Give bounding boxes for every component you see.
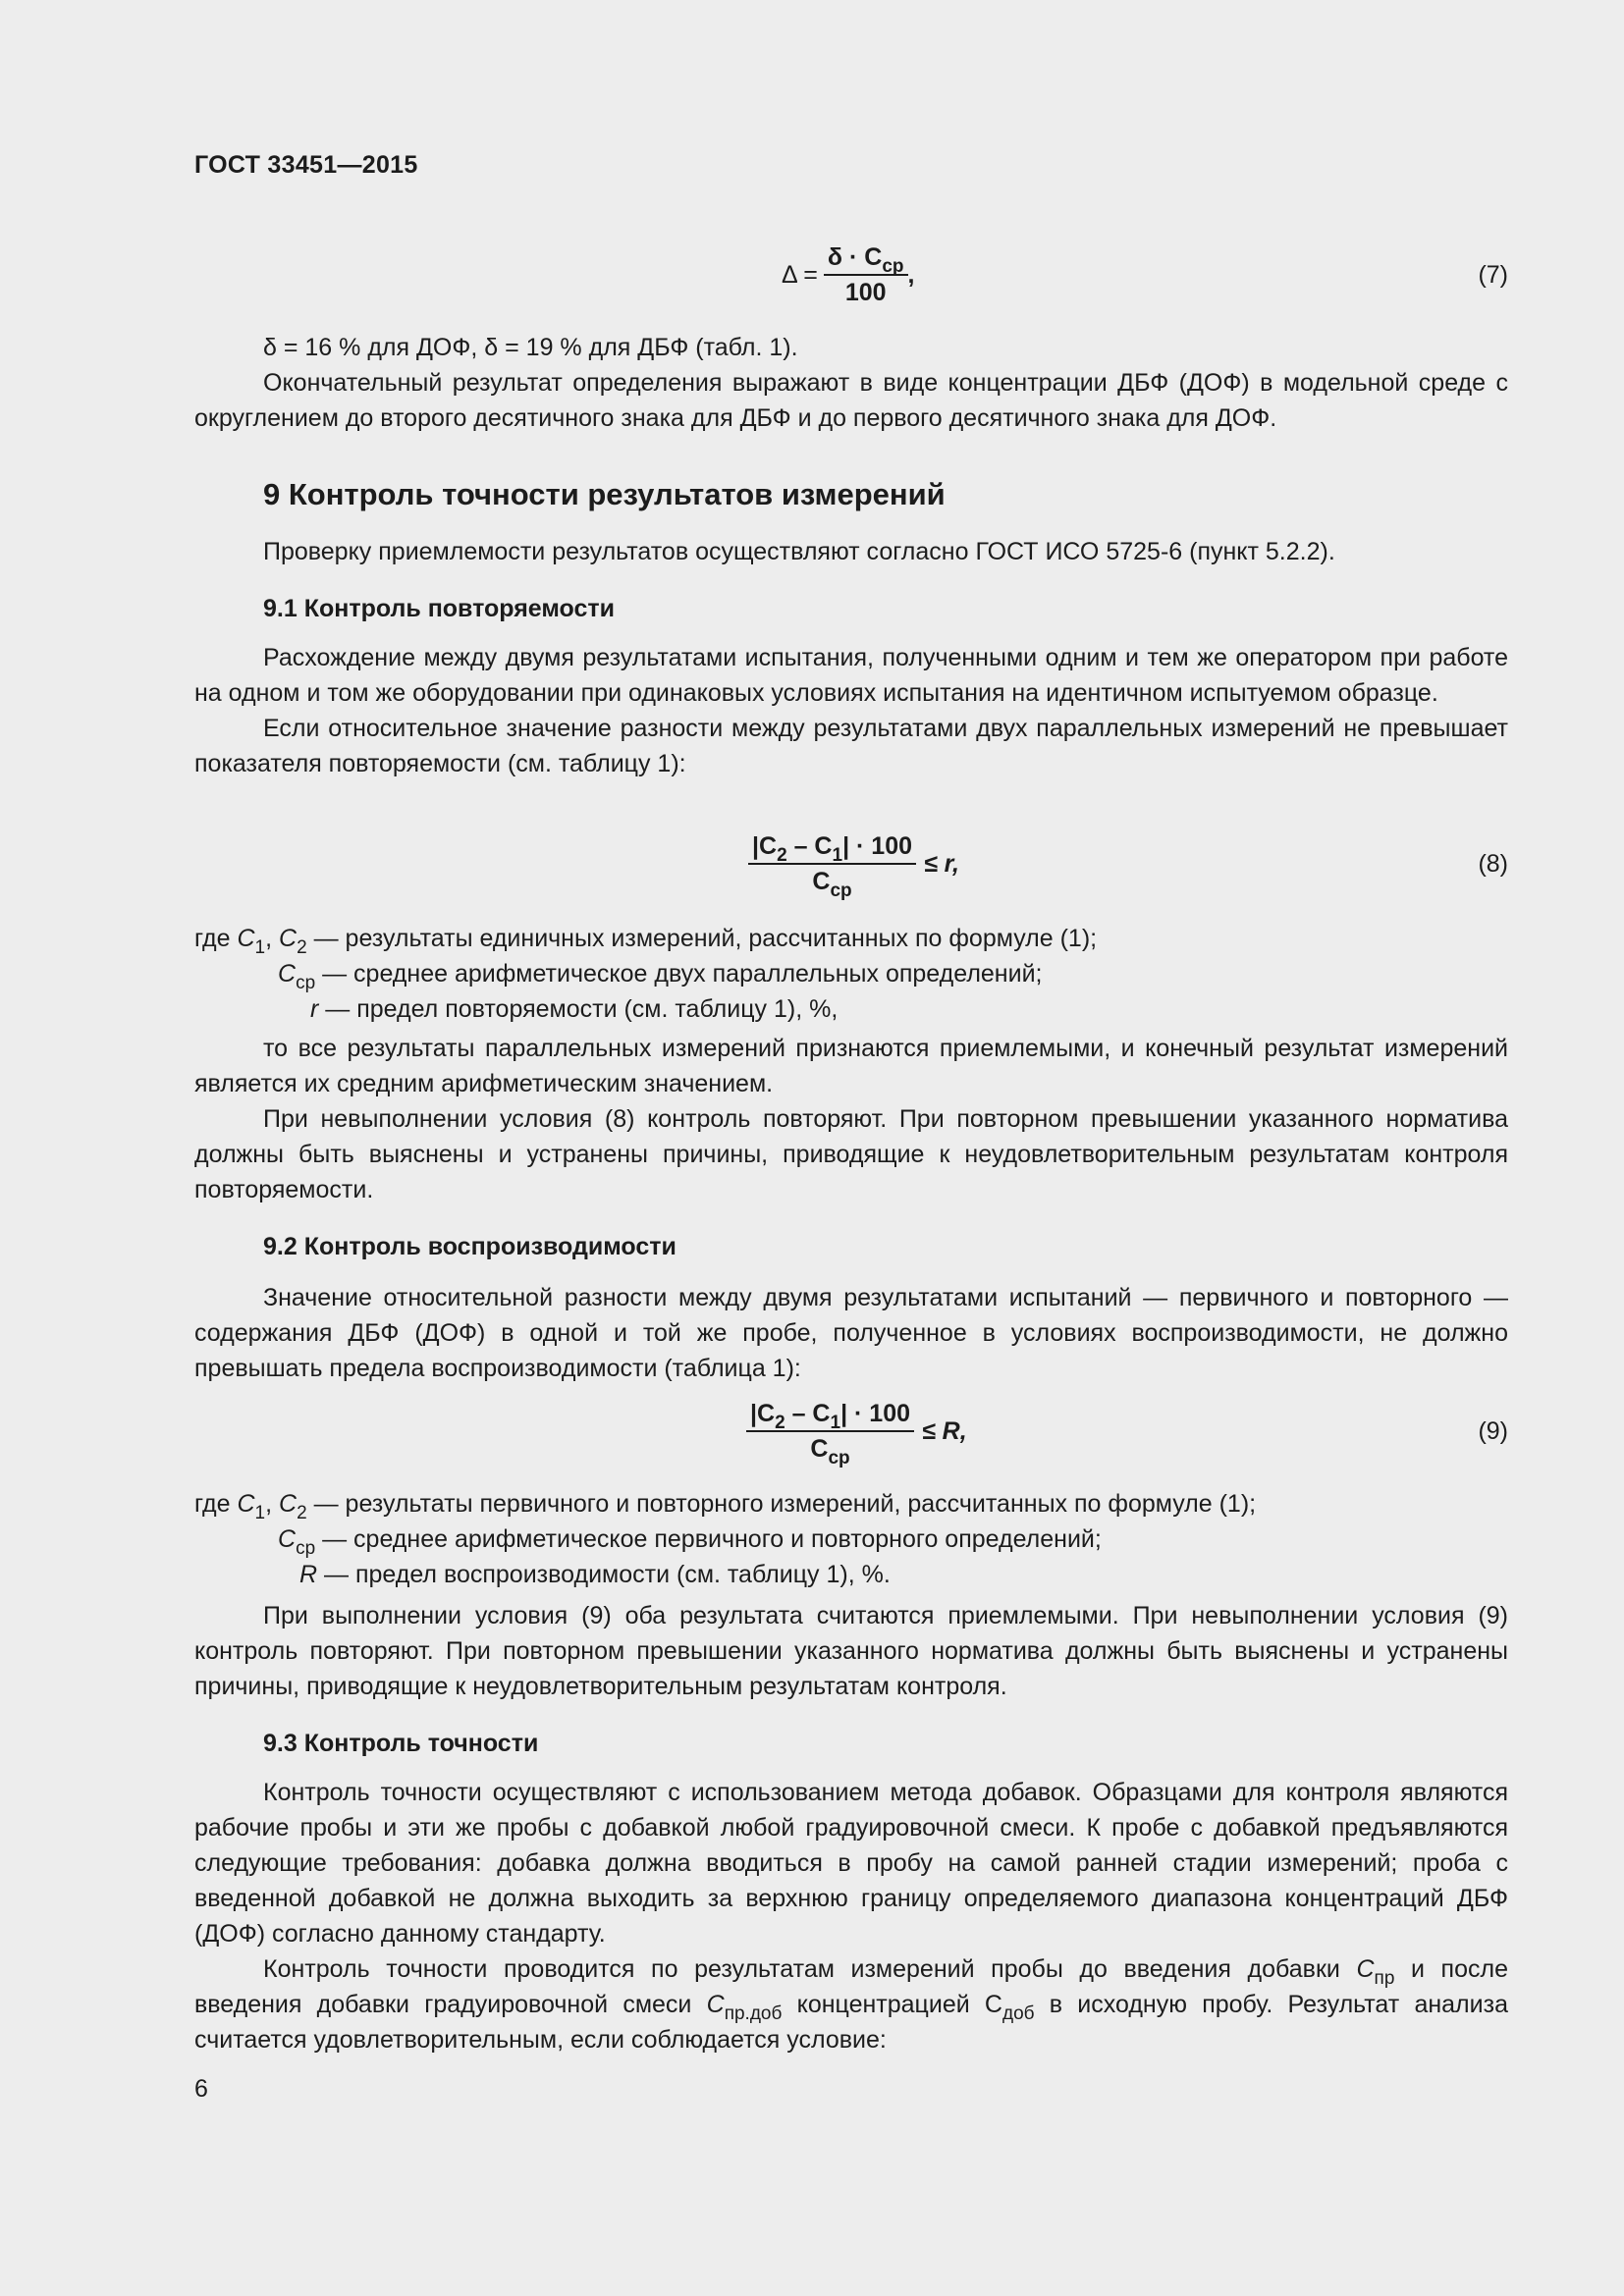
s91-definition-1: где $C_1$, $C_2$ — результаты единичных измерений, рассчитанных по формуле (1); — [194, 925, 1098, 958]
section-9-3-title: 9.3 Контроль точности — [263, 1730, 539, 1757]
formula-9-denominator: $C_{ср}$ — [810, 1435, 850, 1468]
section-9-1-title: 9.1 Контроль повторяемости — [263, 595, 616, 622]
section-9-2-body-2 — [194, 1598, 1508, 1704]
s91-paragraph-1: Расхождение между двумя результатами испытания, полученными одним и тем же оператором при работе на одном и том же оборудовании при одинаковых условиях испытания на идентичном испытуемом образце. — [194, 644, 1508, 707]
formula-9-body — [746, 1392, 967, 1470]
formula-9-numerator: $|C_2 - C_1| \cdot 100$ — [746, 1399, 914, 1432]
section-9-3-body — [194, 1775, 1508, 2057]
formula-9-number: (9) — [1478, 1417, 1508, 1445]
formula-7-numerator: $\delta \cdot C_{ср}$ — [824, 242, 908, 276]
s91-definition-3: r — предел повторяемости (см. таблицу 1), %, — [310, 995, 839, 1023]
formula-7-lhs: Δ = — [782, 261, 818, 289]
s92-definition-1: где $C_1$, $C_2$ — результаты первичного и повторного измерений, рассчитанных по формуле (1); — [194, 1490, 1257, 1523]
formula-8-body — [748, 825, 959, 903]
formula-7-fraction — [824, 242, 908, 307]
final-result-paragraph: Окончательный результат определения выражают в виде концентрации ДБФ (ДОФ) в модельной среде с округлением до второго десятичного знака для ДБФ и до первого десятичного знака для ДОФ. — [194, 369, 1508, 432]
s93-paragraph-1: Контроль точности осуществляют с использованием метода добавок. Образцами для контроля являются рабочие пробы и эти же пробы с добавкой любой градуировочной смеси. К пробе с добавкой предъявляются следующие требования: добавка должна вводиться в пробу на самой ранней стадии измерений; проба с введенной добавкой не должна выходить за верхнюю границу определяемого диапазона концентраций ДБФ (ДОФ) согласно данному стандарту. — [194, 1779, 1508, 1948]
section-9-1-body — [194, 640, 1508, 781]
s92-paragraph-2: При выполнении условия (9) оба результата считаются приемлемыми. При невыполнении условия (9) контроль повторяют. При повторном превышении указанного норматива должны быть выяснены и устранены причины, приводящие к неудовлетворительным результатам контроля. — [194, 1602, 1508, 1700]
section-9-intro-block — [194, 534, 1508, 569]
page-number: 6 — [194, 2075, 208, 2103]
s93-paragraph-2: Контроль точности проводится по результатам измерений пробы до введения добавки $C_{пр}$ и после введения добавки градуировочной смеси $C_{пр.доб}$ концентрацией $С_{доб}$ в исходную пробу. Результат анализа считается удовлетворительным, если соблюдается условие: — [194, 1955, 1508, 2054]
formula-8-fraction — [748, 831, 916, 901]
document-header: ГОСТ 33451—2015 — [194, 151, 418, 179]
delta-line: δ = 16 % для ДОФ, δ = 19 % для ДБФ (табл. 1). — [263, 334, 798, 361]
formula-8-denominator: $C_{ср}$ — [812, 868, 852, 901]
formula-9-fraction — [746, 1399, 914, 1468]
formula-8 — [194, 825, 1508, 903]
section-9-intro: Проверку приемлемости результатов осуществляют согласно ГОСТ ИСО 5725-6 (пункт 5.2.2). — [263, 538, 1335, 565]
formula-7-tail: , — [907, 261, 915, 289]
delta-block — [194, 330, 1508, 436]
formula-7 — [194, 236, 1508, 314]
s92-definition-3: R — предел воспроизводимости (см. таблицу 1), %. — [299, 1561, 891, 1588]
s91-paragraph-3: то все результаты параллельных измерений признаются приемлемыми, и конечный результат измерений является их средним арифметическим значением. — [194, 1035, 1508, 1097]
s91-paragraph-2: Если относительное значение разности между результатами двух параллельных измерений не превышает показателя повторяемости (см. таблицу 1): — [194, 715, 1508, 777]
formula-7-denominator: 100 — [844, 279, 887, 306]
section-9-title: 9 Контроль точности результатов измерений — [263, 477, 946, 511]
s91-paragraph-4: При невыполнении условия (8) контроль повторяют. При повторном превышении указанного норматива должны быть выяснены и устранены причины, приводящие к неудовлетворительным результатам контроля повторяемости. — [194, 1105, 1508, 1203]
formula-8-numerator: $|C_2 - C_1| \cdot 100$ — [748, 831, 916, 865]
formula-8-number: (8) — [1478, 850, 1508, 878]
s92-definition-2: $C_{ср}$ — среднее арифметическое первичного и повторного определений; — [278, 1525, 1102, 1559]
formula-9 — [194, 1392, 1508, 1470]
formula-8-rhs: ≤ r, — [924, 850, 959, 878]
formula-7-number: (7) — [1478, 261, 1508, 289]
formula-9-rhs: ≤ R, — [922, 1417, 967, 1445]
s91-definition-2: $C_{ср}$ — среднее арифметическое двух параллельных определений; — [278, 960, 1043, 993]
section-9-2-title: 9.2 Контроль воспроизводимости — [263, 1233, 677, 1260]
formula-7-body — [782, 236, 914, 314]
section-9-2-body — [194, 1280, 1508, 1386]
section-9-1-body-2 — [194, 1031, 1508, 1207]
s92-paragraph-1: Значение относительной разности между двумя результатами испытаний — первичного и повторного — содержания ДБФ (ДОФ) в одной и той же пробе, полученное в условиях воспроизводимости, не должно превышать предела воспроизводимости (таблица 1): — [194, 1284, 1508, 1382]
